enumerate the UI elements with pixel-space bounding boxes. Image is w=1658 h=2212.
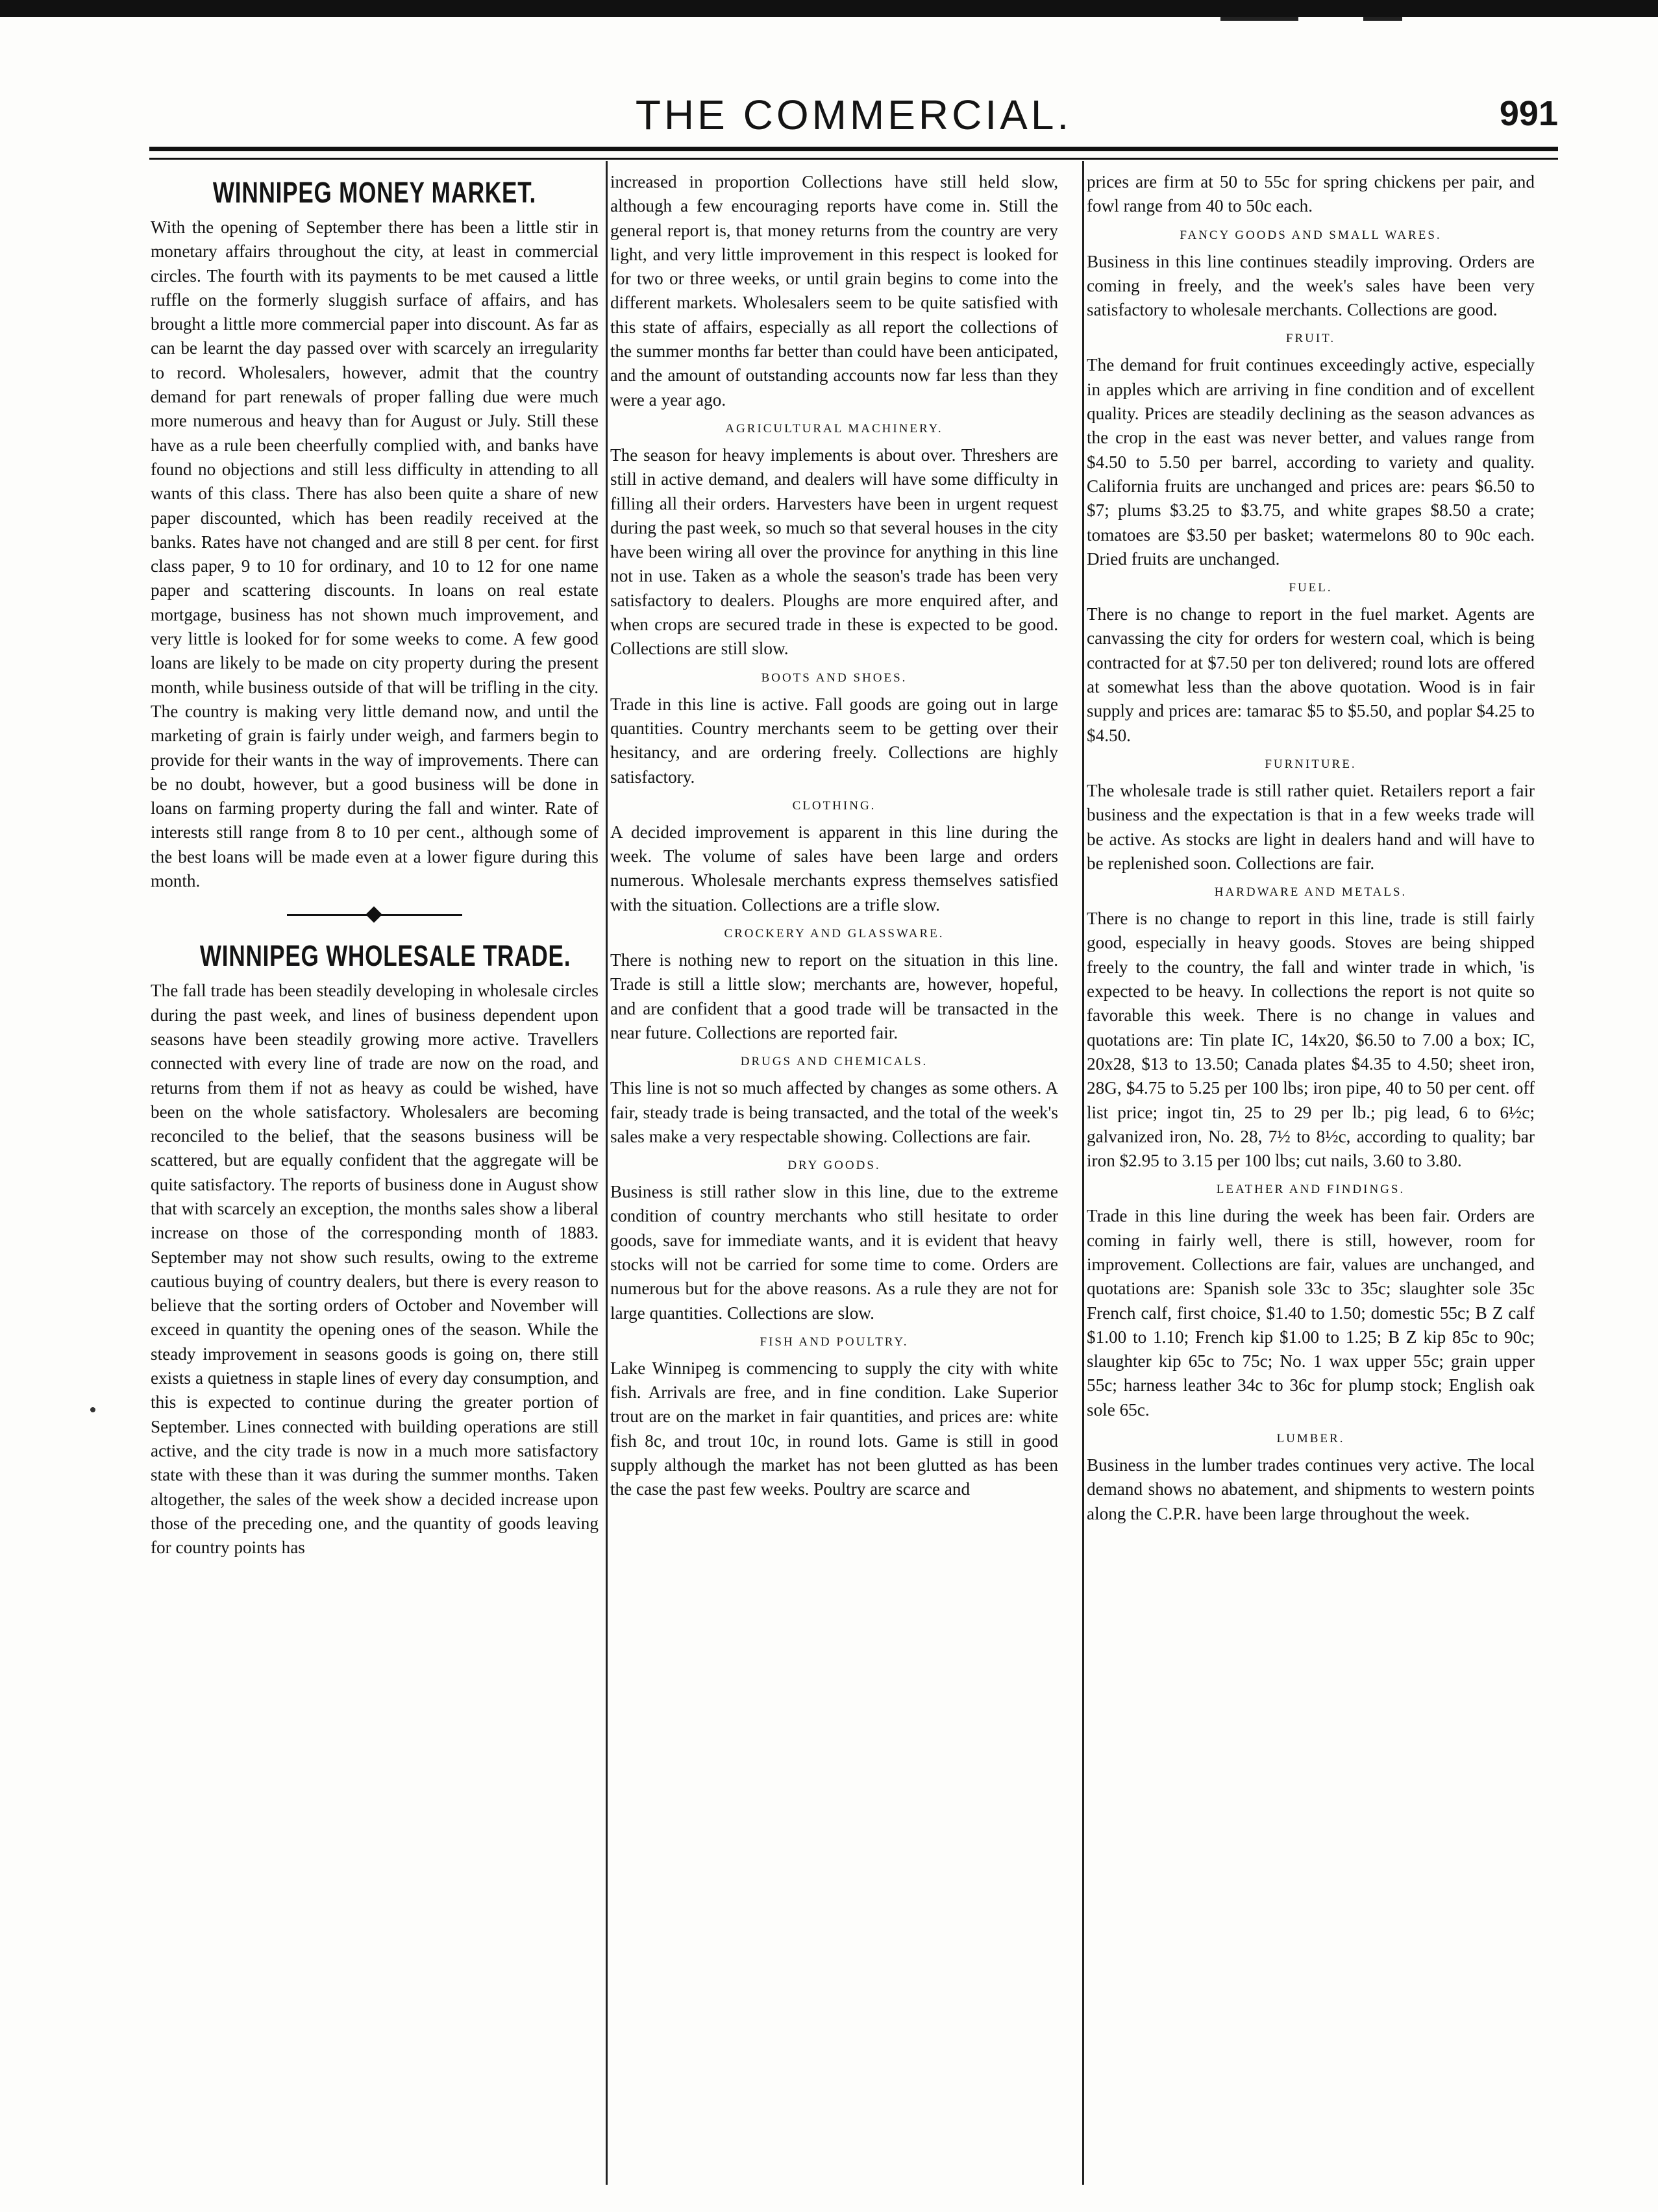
article-body-money-market: With the opening of September there has been a little stir in monetary affairs throughout the city, at least in commercial circles. The fourth with its payments to be met caused a little ruffle on the formerly sluggish surface of affairs, and has brought a little more commercial paper into discount. As far as can be learnt the day passed over with scarcely an irregularity to record. Wholesalers, however, admit that the country demand for part renewals of proper falling due were much more numerous and heavy than for August or July. Still these have as a rule been cheerfully complied with, and banks have found no objections and still less difficulty in attending to all wants of this class. There has also been quite a share of new paper discounted, which has been readily received at the banks. Rates have not changed and are still 8 per cent. for first class paper, 9 to 10 for ordinary, and 10 to 12 for one name paper and scattering discounts. In loans on real estate mortgage, business has not shown much improvement, and very little is looked for for some weeks to come. A few good loans are likely to be made on city property during the present month, while business outside of that will be trifling in the city. The country is making very little demand now, and until the marketing of grain is fairly under weigh, and farmers begin to provide for their wants in the way of improvements. There can be no doubt, however, but a good business will be done in loans on farming property during the fall and winter. Rate of interests still range from 8 to 10 per cent., although some of the best loans will be made even at a lower figure during this month. bbox=[151, 217, 599, 891]
masthead-rule-thick bbox=[149, 147, 1558, 151]
article-continuation: prices are firm at 50 to 55c for spring chickens per pair, and fowl range from 40 to 50c each. bbox=[1087, 172, 1535, 216]
section-body: Business in this line continues steadily improving. Orders are coming in freely, and the week's sales have been very satisfactory to wholesale merchants. Collections are good. bbox=[1087, 251, 1535, 320]
section-heading: CLOTHING. bbox=[792, 798, 876, 813]
section-heading: FRUIT. bbox=[1285, 332, 1336, 346]
section-body: The season for heavy implements is about over. Threshers are still in active demand, and dealers will have some difficulty in filling all their orders. Harvesters have been in urgent request during the past week, so much so that several houses in the city have been wiring all over the province for anything in this line not in use. Taken as a whole the season's trade has been very satisfactory to dealers. Ploughs are more enquired after, and when crops are secured trade in these is expected to be good. Collections are still slow. bbox=[610, 445, 1058, 659]
page-number: 991 bbox=[1499, 94, 1558, 133]
section-heading: FURNITURE. bbox=[1265, 757, 1357, 771]
masthead bbox=[149, 91, 1558, 149]
headline-wholesale-trade: WINNIPEG WHOLESALE TRADE. bbox=[199, 939, 571, 973]
top-scan-band bbox=[0, 0, 1658, 17]
section-body: Business is still rather slow in this line, due to the extreme condition of country merchants who still hesitate to order goods, save for immediate wants, and it is evident that heavy stocks will not be carried for some time to come. Orders are numerous but for the above reasons. As a rule they are not for large quantities. Collections are slow. bbox=[610, 1182, 1058, 1323]
section-body: A decided improvement is apparent in this line during the week. The volume of sales have been large and orders numerous. Wholesale merchants express themselves satisfied with the situation. Collections are a trifle slow. bbox=[610, 822, 1058, 915]
column-2 bbox=[610, 170, 1058, 2182]
article-separator bbox=[151, 900, 599, 931]
section-body: There is no change to report in this line, trade is still fairly good, especially in heavy goods. Stoves are being shipped freely to the country, the fall and winter trade in which, 'is expected to be heavy. In collections the report is not quite so favorable this week. There is no change in values and quotations are: Tin plate IC, 14x20, $6.50 to 7.00 a box; IC, 20x28, $13 to 13.50; Canada plates $4.35 to 4.50; sheet iron, 28G, $4.75 to 5.25 per 100 lbs; iron pipe, 40 to 50 per cent. off list price; ingot tin, 25 to 29 per lb.; pig lead, 6 to 6½c; galvanized iron, No. 28, 7½ to 8½c, according to quality; bar iron $2.95 to 3.15 per 100 lbs; cut nails, 3.60 to 3.80. bbox=[1087, 909, 1535, 1171]
column-3 bbox=[1087, 170, 1535, 2182]
scan-speck bbox=[1220, 17, 1298, 21]
section-heading: DRY GOODS. bbox=[787, 1159, 881, 1173]
article-continuation: increased in proportion Collections have still held slow, although a few encouraging reports have come in. Still the general report is, that money returns from the country are very light, and very little improvement in this respect is looked for for two or three weeks, or until grain begins to come into the different markets. Wholesalers seem to be quite satisfied with this state of affairs, especially as all report the collections of the summer months far better than could have been anticipated, and the amount of outstanding accounts now far less than they were a year ago. bbox=[610, 172, 1058, 410]
section-heading: FUEL. bbox=[1289, 581, 1333, 595]
section-heading: HARDWARE AND METALS. bbox=[1214, 885, 1407, 900]
section-heading: DRUGS AND CHEMICALS. bbox=[740, 1055, 928, 1069]
section-heading: LUMBER. bbox=[1276, 1432, 1345, 1446]
section-body: The wholesale trade is still rather quiet. Retailers report a fair business and the expectation is that in a few weeks trade will be active. As stocks are light in dealers hand and will have to be replenished soon. Collections are fair. bbox=[1087, 780, 1535, 873]
article-body-wholesale-trade: The fall trade has been steadily developing in wholesale circles during the past week, and lines of business dependent upon seasons have been steadily growing more active. Travellers connected with every line of trade are now on the road, and returns from them if not as heavy as could be wished, have been on the whole satisfactory. Wholesalers are becoming reconciled to the belief, that the seasons business will be scattered, but are equally confident that the aggregate will be quite satisfactory. The reports of business done in August show that with scarcely an exception, the months sales show a liberal increase on those of the corresponding month of 1883. September may not show such results, owing to the extreme cautious buying of country dealers, but there is every reason to believe that the sorting orders of October and November will exceed in quantity the opening ones of the season. While the steady improvement in seasons goods is going on, there still exists a quietness in staple lines of every day consumption, and this is expected to continue during the greater portion of September. Lines connected with building operations are still active, and the city trade is now in a much more satisfactory state with these than it was during the summer months. Taken altogether, the sales of the week show a decided increase upon those of the preceding one, and the quantity of goods leaving for country points has bbox=[151, 981, 599, 1558]
section-body: This line is not so much affected by changes as some others. A fair, steady trade is being transacted, and the total of the week's sales make a very respectable showing. Collections are fair. bbox=[610, 1078, 1058, 1146]
section-body: There is nothing new to report on the situation in this line. Trade is still a little slow; merchants are, however, hopeful, and are confident that a good trade will be transacted in the near future. Collections are reported fair. bbox=[610, 950, 1058, 1042]
section-heading: LEATHER AND FINDINGS. bbox=[1216, 1183, 1405, 1197]
column-divider bbox=[606, 161, 608, 2185]
section-body: Lake Winnipeg is commencing to supply the city with white fish. Arrivals are free, and in fine condition. Lake Superior trout are on the market in fair quantities, and prices are: white fish 8c, and trout 10c, in round lots. Game is still in good supply although the market has not been glutted as has been the case the past few weeks. Poultry are scarce and bbox=[610, 1358, 1058, 1499]
margin-mark bbox=[90, 1407, 95, 1412]
section-body: There is no change to report in the fuel market. Agents are canvassing the city for orders for western coal, which is being contracted for at $7.50 per ton delivered; round lots are offered at somewhat less than the above quotation. Wood is in fair supply and prices are: tamarac $5 to $5.50, and poplar $4.25 to $4.50. bbox=[1087, 604, 1535, 745]
section-body: The demand for fruit continues exceedingly active, especially in apples which are arriving in fine condition and of excellent quality. Prices are steadily declining as the season advances as the crop in the east was never better, and values range from $4.50 to 5.50 per barrel, according to variety and quality. California fruits are unchanged and prices are: pears $6.50 to $7; plums $3.25 to $3.75, and white grapes $8.50 a crate; tomatoes are $3.50 per basket; watermelons 80 to 90c each. Dried fruits are unchanged. bbox=[1087, 355, 1535, 569]
column-divider bbox=[1082, 161, 1084, 2185]
section-heading: BOOTS AND SHOES. bbox=[761, 670, 908, 685]
column-1 bbox=[151, 170, 599, 2182]
section-heading: AGRICULTURAL MACHINERY. bbox=[725, 421, 943, 436]
publication-title: THE COMMERCIAL. bbox=[635, 92, 1072, 138]
headline-money-market: WINNIPEG MONEY MARKET. bbox=[212, 176, 537, 209]
section-body: Trade in this line during the week has been fair. Orders are coming in fairly well, there is still, however, room for improvement. Collections are fair, values are unchanged, and quotations are: Spanish sole 33c to 35c; slaughter sole 35c French calf, first choice, $1.40 to 1.50; domestic 55c; B Z calf $1.00 to 1.10; French kip $1.00 to 1.25; B Z kip 85c to 90c; slaughter kip 65c to 75c; No. 1 wax upper 55c; grain upper 55c; harness leather 34c to 36c for plump stock; English oak sole 65c. bbox=[1087, 1206, 1535, 1419]
scan-speck bbox=[1363, 17, 1402, 21]
section-body: Trade in this line is active. Fall goods are going out in large quantities. Country merchants seem to be getting over their hesitancy, and are ordering freely. Collections are highly satisfactory. bbox=[610, 694, 1058, 787]
section-body: Business in the lumber trades continues very active. The local demand shows no abatement, and shipments to western points along the C.P.R. have been large throughout the week. bbox=[1087, 1455, 1535, 1523]
section-heading: FISH AND POULTRY. bbox=[760, 1334, 909, 1349]
section-heading: FANCY GOODS AND SMALL WARES. bbox=[1180, 228, 1442, 242]
section-heading: CROCKERY AND GLASSWARE. bbox=[724, 927, 945, 941]
masthead-rule-thin bbox=[149, 158, 1558, 160]
